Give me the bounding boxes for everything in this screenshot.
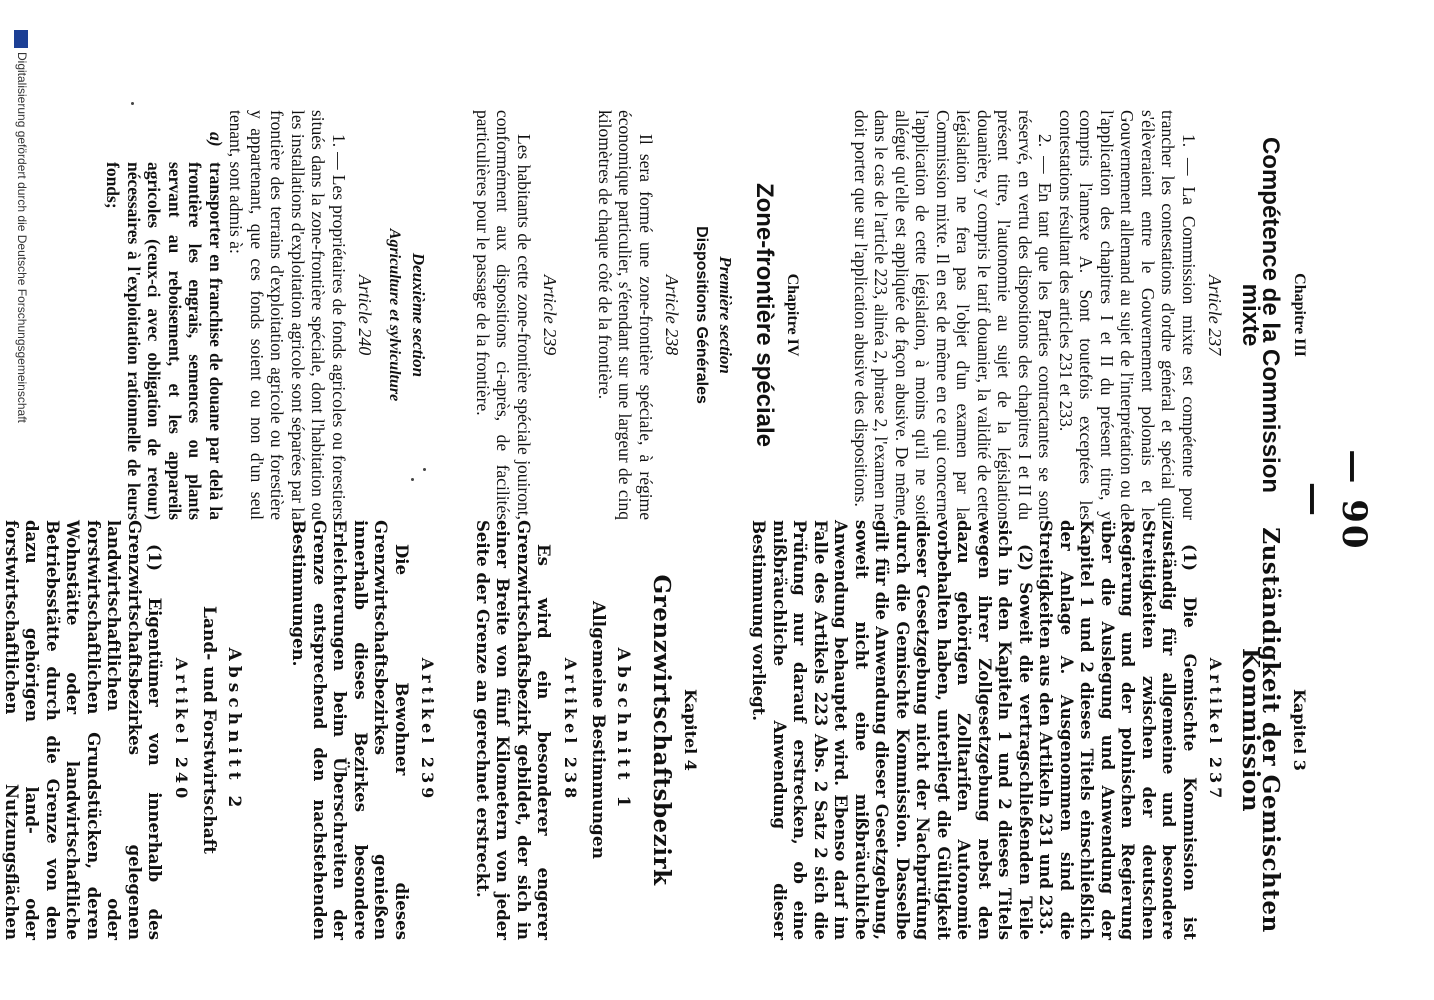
fr-chapter4-title: Zone-frontière spéciale [751, 182, 778, 448]
fr-item-a-label: a) [206, 132, 226, 147]
fr-article-237-para-1: 1. — La Commission mixte est compétente pour trancher les contestations d'ordre général et spécial qui s'élèveraient entre le Gouvernement polonais et le Gouvernement allemand au sujet de l'interprétation ou de l'application des chapitres I et II du présent titre, y compris l'annexe A. Sont toutefois exceptées les contestations résultant des articles 231 et 233. [1056, 110, 1199, 520]
scan-speck [411, 478, 414, 481]
de-chapter3-label: Kapitel 3 [1290, 689, 1309, 771]
german-column [0, 520, 1309, 940]
footer-text: Digitalisierung gefördert durch die Deutsche Forschungsgemeinschaft [15, 52, 29, 423]
de-article-238-title: Artikel 238 [561, 657, 580, 803]
de-article-237-title: Artikel 237 [1206, 657, 1226, 803]
de-article-237-para-2: (2) Soweit die vertragschließenden Teile sich in den Kapiteln 1 und 2 dieses Titels wegen ihrer Zollgesetzgebung nebst den dazu gehörigen Zolltarifen Autonomie vorbehalten haben, unterliegt die Gültigkeit dieser Gesetzgebung nicht der Nachprüfung durch die Gemischte Kommission. Dasselbe gilt für die Anwendung dieser Gesetzgebung, soweit nicht eine mißbräuchliche Anwendung behauptet wird. Ebenso darf im Falle des Artikels 223 Abs. 2 Satz 2 sich die Prüfung nur darauf erstrecken, ob eine mißbräuchliche Anwendung dieser Bestimmung vorliegt. [749, 520, 1035, 940]
de-article-240-para: (1) Eigentümer von innerhalb des Grenzwirtschaftsbezirkes gelegenen landwirtschaftlichen oder forstwirtschaftlichen Grundstücken, deren Wohnstätte oder landwirtschaftliche Betriebsstätte durch die Grenze von den dazu gehörigen land- oder forstwirtschaftlichen Nutzungsflächen [2, 520, 165, 940]
fr-chapter4-label: Chapitre IV [784, 273, 802, 357]
de-article-240-title: Artikel 240 [172, 657, 191, 803]
fr-article-240-para: 1. — Les propriétaires de fonds agricoles ou forestiers situés dans la zone-frontière spéciale, dont l'habitation ou les installations d'exploitation agricole sont séparées par la frontière des terrains d'exploitation agricole ou forestière y appartenant, que ces fonds soient ou non d'un seul tenant, sont admis à: [226, 110, 349, 520]
page-number: — 90 — [1294, 449, 1374, 551]
fr-article-237-title: Article 237 [1205, 274, 1226, 356]
de-article-239-title: Artikel 239 [418, 657, 438, 803]
de-article-239-para: Die Bewohner dieses Grenzwirtschaftsbezirkes genießen innerhalb dieses Bezirkes besondere Erleichterungen beim Überschreiten der Grenze entsprechend den nachstehenden Bestimmungen. [289, 520, 411, 940]
de-section-1-subtitle: Allgemeine Bestimmungen [588, 601, 609, 859]
fr-article-240-title: Article 240 [355, 274, 376, 356]
de-article-237-para-1: (1) Die Gemischte Kommission ist zuständig für allgemeine und besondere Streitigkeiten zwischen der deutschen Regierung und der polnischen Regierung über die Auslegung und Anwendung der Kapitel 1 und 2 dieses Titels einschließlich der Anlage A. Ausgenommen sind die Streitigkeiten aus den Artikeln 231 und 233. [1036, 520, 1199, 940]
de-article-238-para: Es wird ein besonderer engerer Grenzwirtschaftsbezirk gebildet, der sich in einer Breite von fünf Kilometern von jeder Seite der Grenze an gerechnet erstreckt. [473, 520, 554, 940]
scan-speck [131, 102, 134, 105]
fr-section-2-subtitle: Agriculture et sylviculture [386, 228, 403, 402]
fr-article-240-item-a [103, 110, 226, 520]
fr-chapter3-label: Chapitre III [1291, 273, 1308, 357]
scan-speck [423, 468, 426, 471]
fr-article-238-para: Il sera formé une zone-frontière spéciale, à régime économique particulier, s'étendant sur une largeur de cinq kilomètres de chaque côté de la frontière. [595, 110, 656, 520]
de-section-1-title: Abschnitt 1 [613, 647, 633, 813]
fr-item-a-text: transporter en franchise de douane par delà la frontière les engrais, semences ou plants servant au reboisement, et les appareils agricoles (ceux-ci avec obligation de retour) nécessaires à l'exploitation rationnelle de leurs fonds; [103, 162, 226, 520]
fr-section-1-subtitle: Dispositions Générales [693, 226, 710, 404]
de-chapter3-title: Zuständigkeit der Gemischten Kommission [1237, 527, 1285, 933]
fr-article-237-para-2: 2. — En tant que les Parties contractantes se sont réservé, en vertu des dispositions des chapitres I et II du présent titre, l'autonomie au sujet de la législation douanière, y compris le tarif douanier, la validité de cette législation ne fera pas l'objet d'un examen par la Commission mixte. Il en est de même en ce qui concerne l'application de cette législation, à moins qu'il ne soit allégué qu'elle est appliquée de façon abusive. De même, dans le cas de l'article 223, alinéa 2, phrase 2, l'examen ne doit porter que sur l'application abusive des dispositions. [851, 110, 1056, 520]
fr-article-239-para: Les habitants de cette zone-frontière spéciale jouiront, conformément aux dispositions ci-après, de facilités particulières pour le passage de la frontière. [473, 110, 534, 520]
fr-article-239-title: Article 239 [540, 274, 561, 356]
french-column [103, 110, 1309, 520]
de-chapter4-title: Grenzwirtschaftsbezirk [648, 574, 676, 886]
de-section-2-title: Abschnitt 2 [224, 647, 244, 813]
fr-chapter3-title: Compétence de la Commission mixte [1237, 136, 1285, 494]
fr-section-1-title: Première section [716, 256, 736, 374]
dfg-logo-icon [14, 30, 28, 48]
de-section-2-subtitle: Land- und Forstwirtschaft [199, 606, 220, 854]
fr-article-238-title: Article 238 [662, 274, 683, 356]
fr-section-2-title: Deuxième section [409, 252, 429, 378]
digitization-footer [14, 30, 29, 423]
de-chapter4-label: Kapitel 4 [681, 689, 700, 771]
